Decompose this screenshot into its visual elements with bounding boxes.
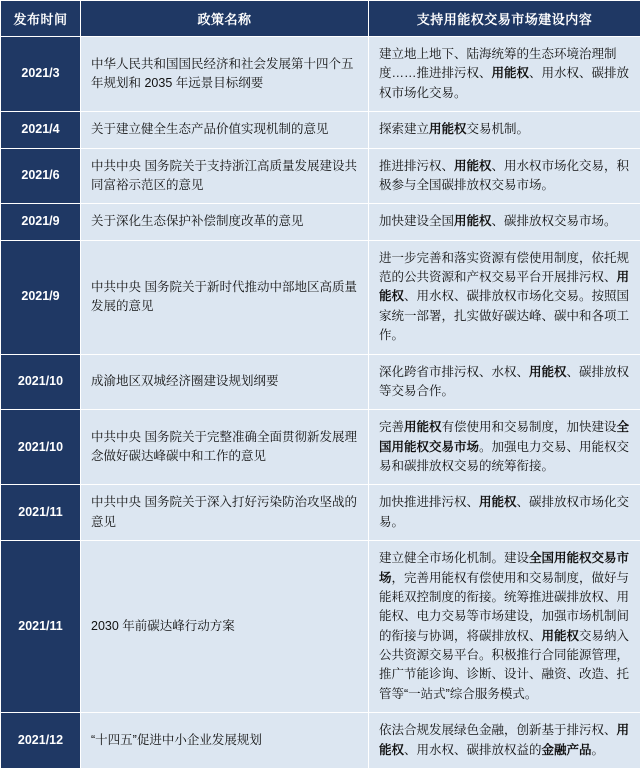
cell-publish-date: 2021/3 [1, 37, 81, 112]
table-row [1, 37, 640, 112]
cell-policy-content: 加快推进排污权、用能权、碳排放权市场化交易。 [369, 485, 640, 541]
cell-policy-name: 关于深化生态保护补偿制度改革的意见 [81, 204, 369, 240]
table-row [1, 204, 640, 240]
cell-policy-content: 探索建立用能权交易机制。 [369, 112, 640, 148]
header-policy-content: 支持用能权交易市场建设内容 [369, 1, 640, 37]
cell-policy-name: 中共中央 国务院关于新时代推动中部地区高质量发展的意见 [81, 240, 369, 354]
cell-publish-date: 2021/11 [1, 541, 81, 713]
cell-policy-content: 推进排污权、用能权、用水权市场化交易，积极参与全国碳排放权交易市场。 [369, 148, 640, 204]
table-row [1, 541, 640, 713]
table-row [1, 240, 640, 354]
table-row [1, 354, 640, 410]
cell-policy-content: 深化跨省市排污权、水权、用能权、碳排放权等交易合作。 [369, 354, 640, 410]
cell-policy-content: 完善用能权有偿使用和交易制度，加快建设全国用能权交易市场。加强电力交易、用能权交易和碳排放权交易的统筹衔接。 [369, 410, 640, 485]
header-publish-date: 发布时间 [1, 1, 81, 37]
header-row [1, 1, 640, 37]
cell-policy-content: 建立地上地下、陆海统筹的生态环境治理制度……推进排污权、用能权、用水权、碳排放权市场化交易。 [369, 37, 640, 112]
cell-policy-content: 进一步完善和落实资源有偿使用制度，依托规范的公共资源和产权交易平台开展排污权、用能权、用水权、碳排放权市场化交易。按照国家统一部署，扎实做好碳达峰、碳中和各项工作。 [369, 240, 640, 354]
cell-policy-name: 中共中央 国务院关于完整准确全面贯彻新发展理念做好碳达峰碳中和工作的意见 [81, 410, 369, 485]
cell-policy-content: 依法合规发展绿色金融，创新基于排污权、用能权、用水权、碳排放权益的金融产品。 [369, 713, 640, 769]
cell-policy-name: 中华人民共和国国民经济和社会发展第十四个五年规划和 2035 年远景目标纲要 [81, 37, 369, 112]
cell-publish-date: 2021/12 [1, 713, 81, 769]
cell-policy-name: 2030 年前碳达峰行动方案 [81, 541, 369, 713]
cell-publish-date: 2021/4 [1, 112, 81, 148]
cell-publish-date: 2021/6 [1, 148, 81, 204]
cell-policy-content: 加快建设全国用能权、碳排放权交易市场。 [369, 204, 640, 240]
cell-policy-content: 建立健全市场化机制。建设全国用能权交易市场，完善用能权有偿使用和交易制度，做好与能耗双控制度的衔接。统筹推进碳排放权、用能权、电力交易等市场建设，加强市场机制间的衔接与协调，将碳排放权、用能权交易纳入公共资源交易平台。积极推行合同能源管理，推广节能诊询、诊断、设计、融资、改造、托管等“一站式”综合服务模式。 [369, 541, 640, 713]
table-row [1, 148, 640, 204]
cell-policy-name: 关于建立健全生态产品价值实现机制的意见 [81, 112, 369, 148]
cell-publish-date: 2021/11 [1, 485, 81, 541]
table-row [1, 410, 640, 485]
table-row [1, 112, 640, 148]
cell-publish-date: 2021/9 [1, 240, 81, 354]
cell-policy-name: 中共中央 国务院关于深入打好污染防治攻坚战的意见 [81, 485, 369, 541]
table-row [1, 713, 640, 769]
cell-publish-date: 2021/9 [1, 204, 81, 240]
cell-policy-name: “十四五”促进中小企业发展规划 [81, 713, 369, 769]
table-body [1, 37, 640, 769]
cell-policy-name: 成渝地区双城经济圈建设规划纲要 [81, 354, 369, 410]
table-row [1, 485, 640, 541]
cell-policy-name: 中共中央 国务院关于支持浙江高质量发展建设共同富裕示范区的意见 [81, 148, 369, 204]
header-policy-name: 政策名称 [81, 1, 369, 37]
table-header [1, 1, 640, 37]
cell-publish-date: 2021/10 [1, 410, 81, 485]
cell-publish-date: 2021/10 [1, 354, 81, 410]
